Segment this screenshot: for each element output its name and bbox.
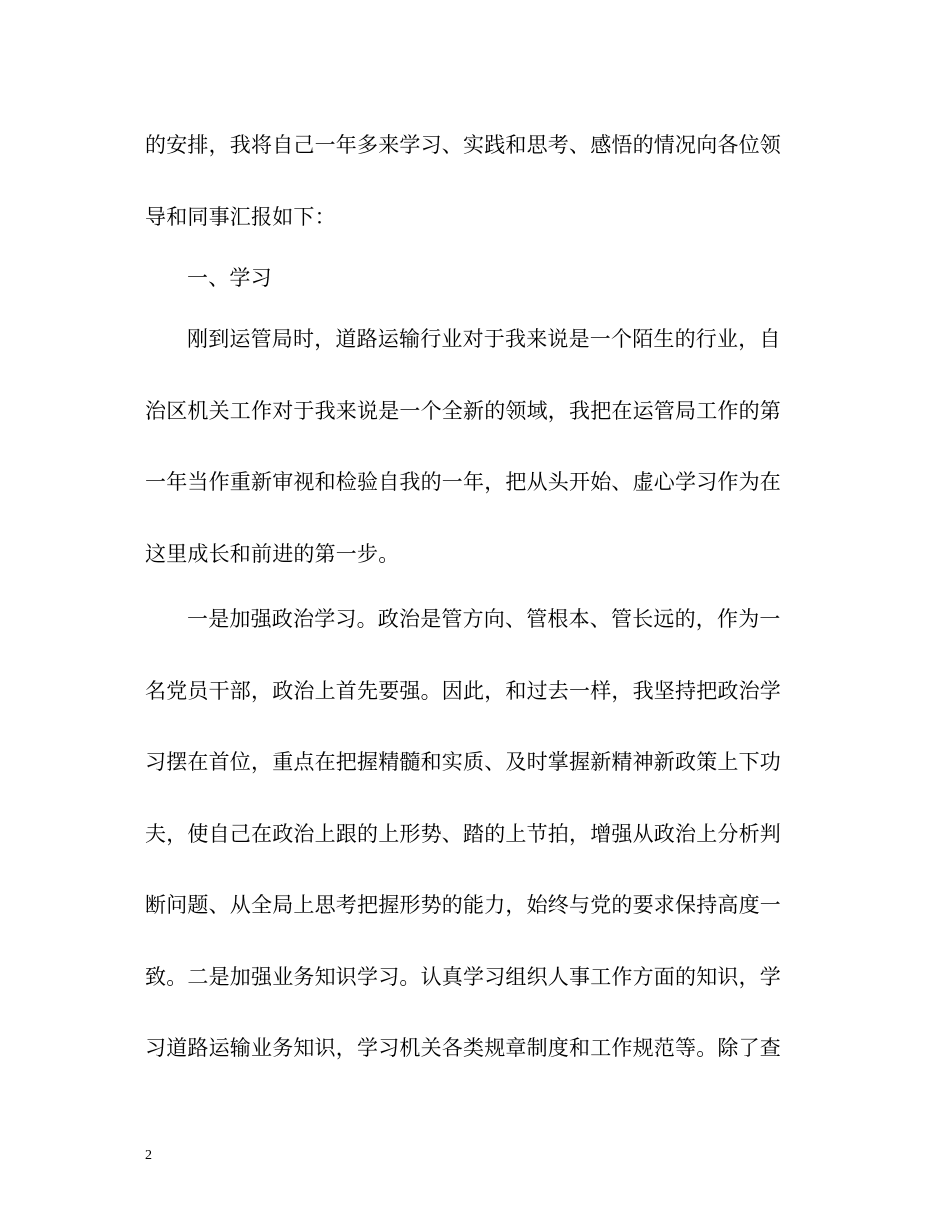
- page-number: 2: [145, 1148, 152, 1163]
- text-line: 一年当作重新审视和检验自我的一年，把从头开始、虚心学习作为在: [145, 470, 781, 494]
- text-line: 夫，使自己在政治上跟的上形势、踏的上节拍，增强从政治上分析判: [145, 822, 781, 846]
- text-line: 名党员干部，政治上首先要强。因此，和过去一样，我坚持把政治学: [145, 679, 781, 703]
- text-line: 的安排，我将自己一年多来学习、实践和思考、感悟的情况向各位领: [145, 133, 781, 157]
- text-line: 刚到运管局时，道路运输行业对于我来说是一个陌生的行业，自: [187, 327, 781, 351]
- section-heading: 一、学习: [187, 266, 272, 290]
- text-line: 习道路运输业务知识，学习机关各类规章制度和工作规范等。除了查: [145, 1036, 781, 1060]
- text-line: 治区机关工作对于我来说是一个全新的领域，我把在运管局工作的第: [145, 399, 781, 423]
- text-line: 断问题、从全局上思考把握形势的能力，始终与党的要求保持高度一: [145, 893, 781, 917]
- text-line: 导和同事汇报如下：: [145, 205, 336, 229]
- text-line: 这里成长和前进的第一步。: [145, 542, 400, 566]
- text-line: 习摆在首位，重点在把握精髓和实质、及时掌握新精神新政策上下功: [145, 750, 781, 774]
- text-line: 致。二是加强业务知识学习。认真学习组织人事工作方面的知识，学: [145, 965, 781, 989]
- text-line: 一是加强政治学习。政治是管方向、管根本、管长远的，作为一: [187, 607, 781, 631]
